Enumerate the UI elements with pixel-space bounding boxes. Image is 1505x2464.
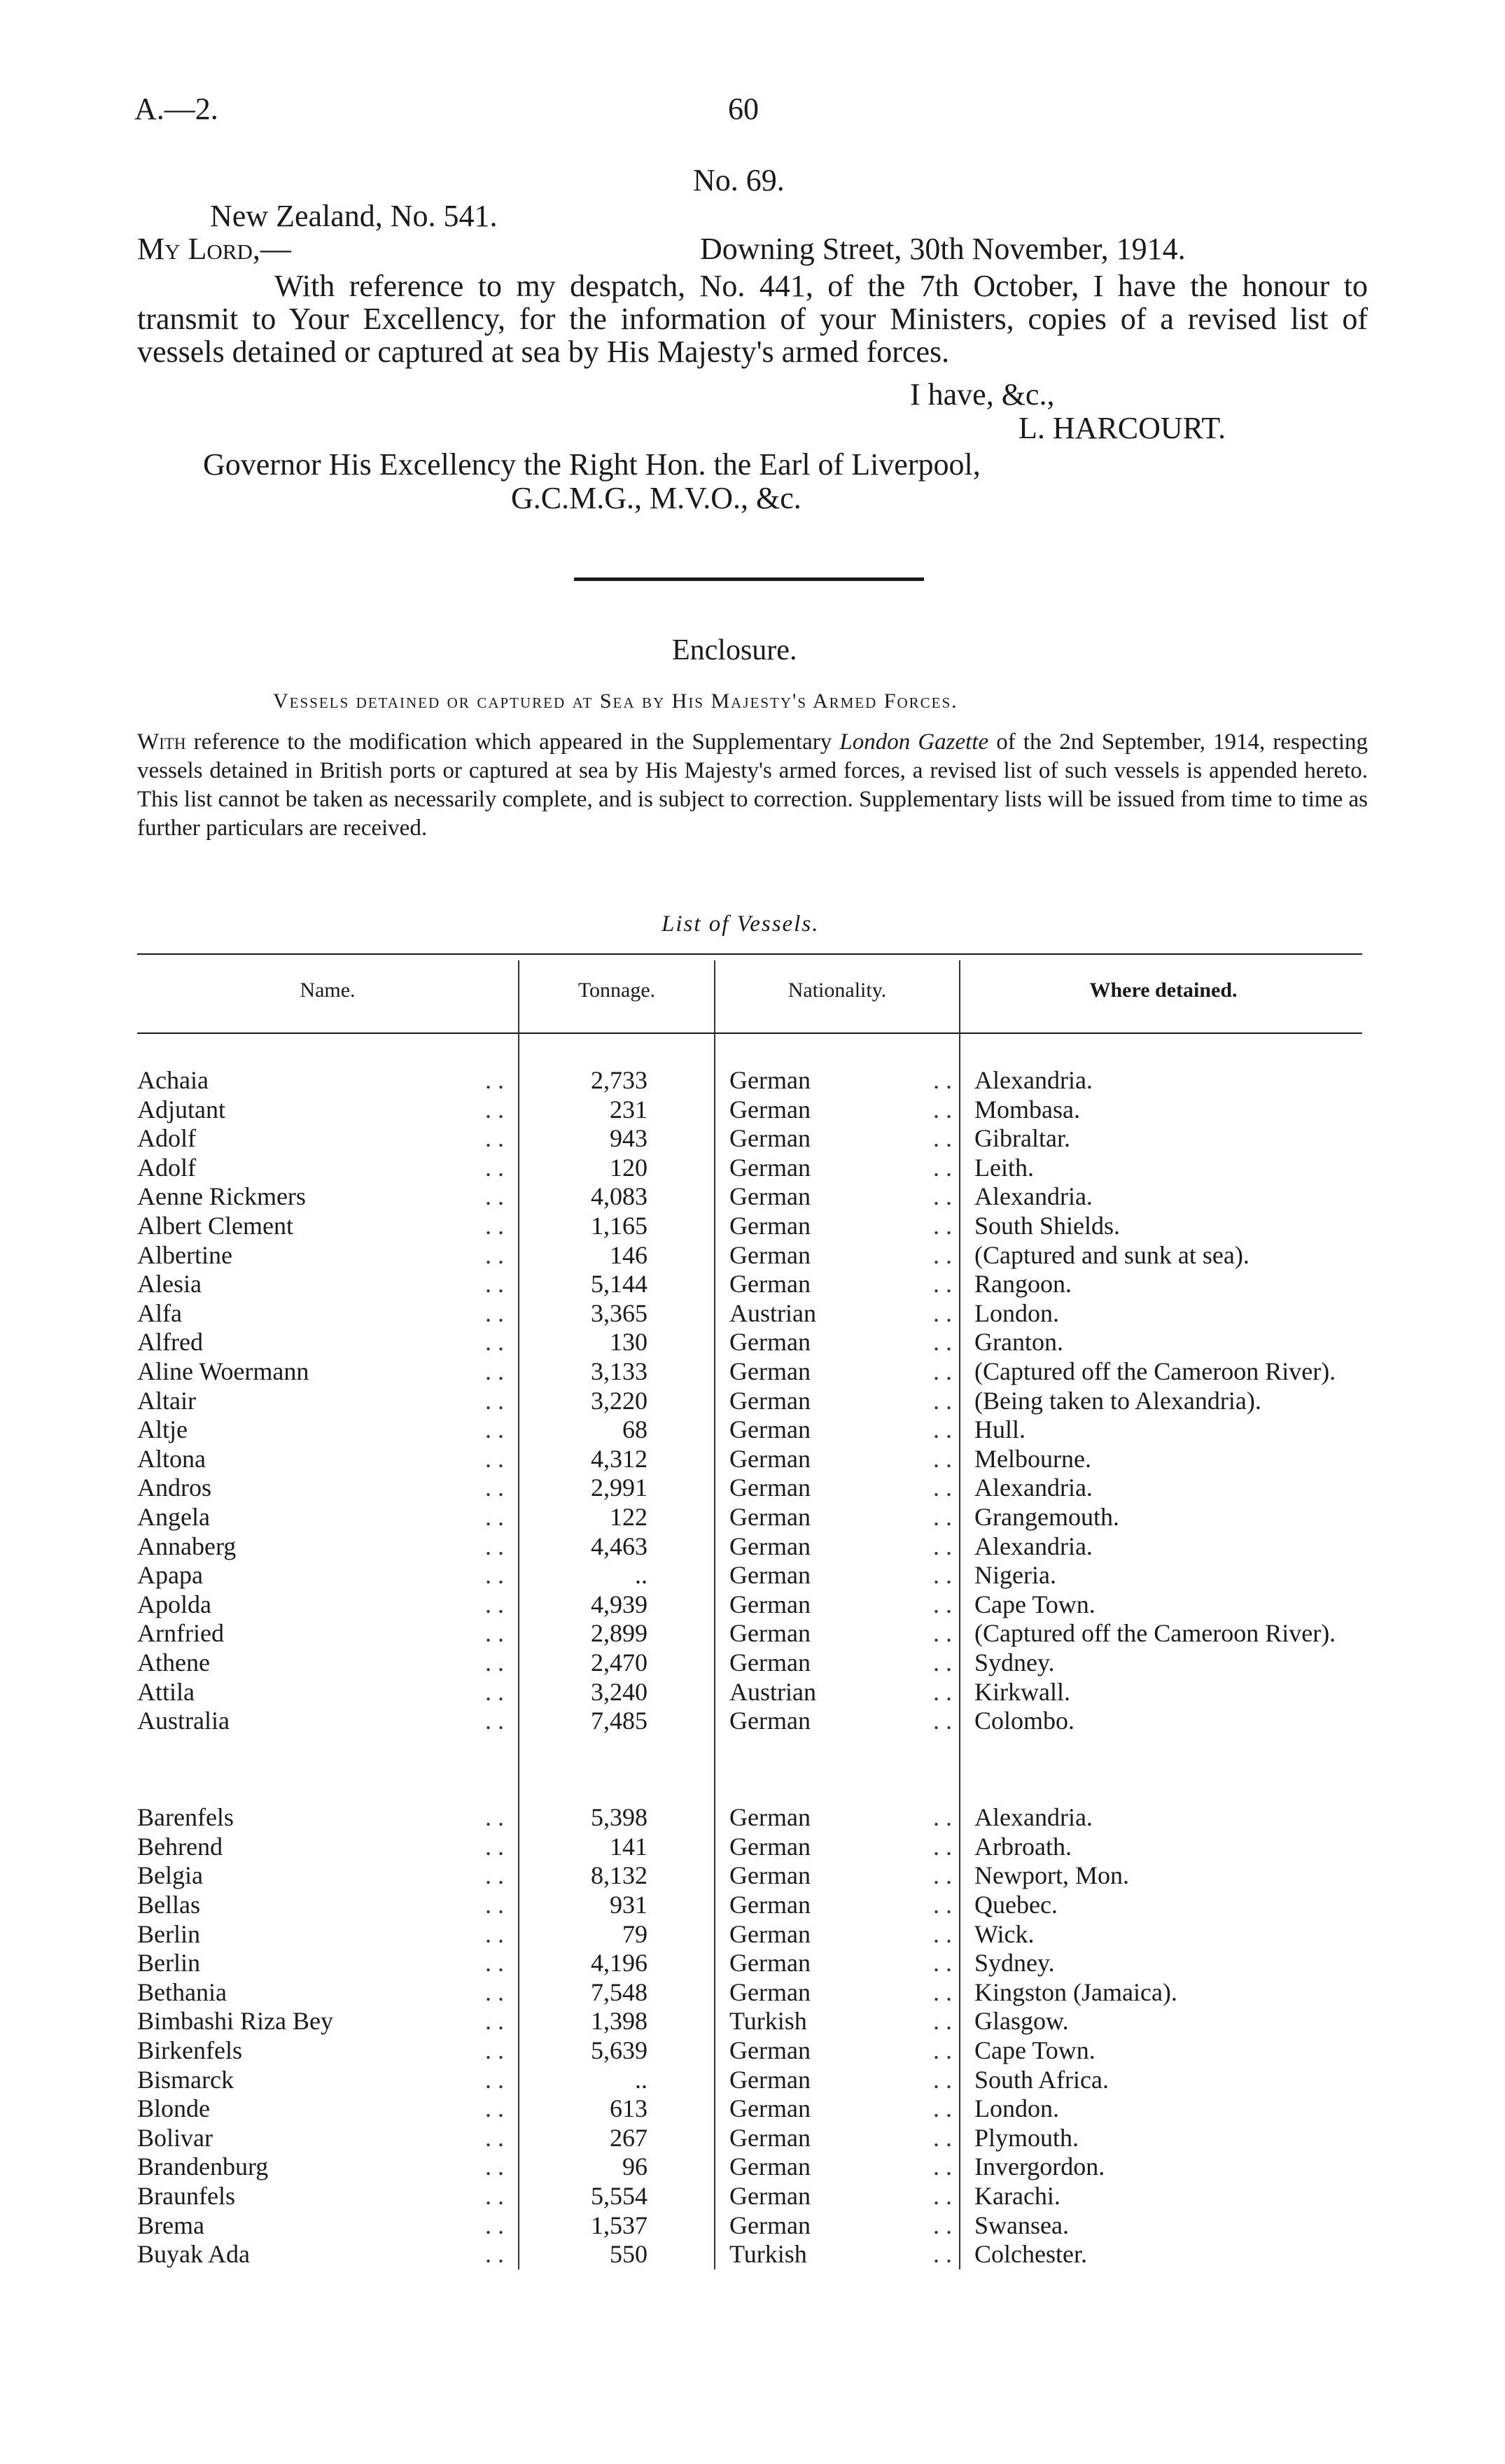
vessel-nationality: German — [729, 1861, 811, 1890]
leader-dots: . . — [933, 2240, 952, 2269]
vessel-name: Berlin — [137, 1919, 200, 1948]
table-header-rule — [137, 1032, 1362, 1034]
enclosure-text-1: reference to the modification which appeared in the Supplementary — [186, 729, 840, 755]
vessel-nationality: Austrian — [729, 1298, 816, 1327]
column-divider-nationality — [959, 960, 960, 2269]
vessel-detained-location: Alexandria. — [974, 1066, 1093, 1094]
vessel-detained-location: (Captured and sunk at sea). — [974, 1240, 1250, 1269]
vessel-detained-location: Granton. — [974, 1328, 1063, 1357]
vessel-name: Annaberg — [137, 1532, 237, 1560]
leader-dots: . . — [485, 1503, 504, 1531]
vessel-name: Aline Woermann — [137, 1357, 309, 1385]
vessel-detained-location: South Africa. — [974, 2065, 1109, 2094]
leader-dots: . . — [933, 2123, 952, 2152]
vessel-name: Bismarck — [137, 2065, 234, 2094]
vessel-nationality: German — [729, 2036, 811, 2064]
leader-dots: . . — [933, 1891, 952, 1919]
vessel-nationality: German — [729, 1240, 811, 1269]
vessel-name: Barenfels — [137, 1803, 234, 1832]
leader-dots: . . — [933, 1949, 952, 1977]
vessel-detained-location: Alexandria. — [974, 1803, 1093, 1832]
despatch-number: No. 69. — [693, 163, 785, 197]
leader-dots: . . — [933, 1415, 952, 1444]
vessel-nationality: German — [729, 2123, 811, 2152]
leader-dots: . . — [485, 1949, 504, 1977]
vessel-tonnage: 5,639 — [591, 2036, 648, 2064]
leader-dots: . . — [485, 1832, 504, 1861]
leader-dots: . . — [485, 1153, 504, 1182]
leader-dots: . . — [485, 1328, 504, 1357]
leader-dots: . . — [933, 2094, 952, 2123]
addressee-line-1: Governor His Excellency the Right Hon. the Earl of Liverpool, — [203, 447, 981, 482]
leader-dots: . . — [933, 1298, 952, 1327]
leader-dots: . . — [933, 1803, 952, 1832]
vessel-name: Alesia — [137, 1270, 202, 1298]
leader-dots: . . — [933, 1212, 952, 1240]
vessel-tonnage: 2,991 — [591, 1474, 648, 1502]
leader-dots: . . — [933, 2152, 952, 2181]
vessel-nationality: German — [729, 1386, 811, 1415]
leader-dots: . . — [485, 2065, 504, 2094]
vessel-detained-location: Invergordon. — [974, 2152, 1105, 2181]
leader-dots: . . — [933, 1328, 952, 1357]
vessel-name: Brandenburg — [137, 2152, 269, 2181]
leader-dots: . . — [485, 2152, 504, 2181]
vessel-nationality: German — [729, 1153, 811, 1182]
leader-dots: . . — [485, 1532, 504, 1560]
leader-dots: . . — [485, 2094, 504, 2123]
leader-dots: . . — [485, 1386, 504, 1415]
vessel-tonnage: 2,470 — [591, 1648, 648, 1676]
leader-dots: . . — [933, 1066, 952, 1094]
vessel-detained-location: South Shields. — [974, 1212, 1121, 1240]
leader-dots: . . — [933, 1503, 952, 1531]
vessel-detained-location: Arbroath. — [974, 1832, 1072, 1861]
vessel-name: Andros — [137, 1474, 211, 1502]
leader-dots: . . — [485, 2036, 504, 2064]
vessel-name: Bellas — [137, 1891, 200, 1919]
vessel-detained-location: Alexandria. — [974, 1182, 1093, 1211]
vessel-tonnage: 120 — [610, 1153, 648, 1182]
leader-dots: . . — [933, 1357, 952, 1385]
vessel-tonnage: 4,939 — [591, 1590, 648, 1618]
vessel-detained-location: London. — [974, 2094, 1059, 2123]
vessel-nationality: German — [729, 1561, 811, 1590]
leader-dots: . . — [485, 2007, 504, 2036]
leader-dots: . . — [933, 1270, 952, 1298]
vessel-tonnage: .. — [635, 2065, 648, 2094]
vessel-tonnage: 5,144 — [591, 1270, 648, 1298]
leader-dots: . . — [933, 1532, 952, 1560]
vessel-tonnage: 146 — [610, 1240, 648, 1269]
vessel-name: Brema — [137, 2211, 204, 2239]
vessel-tonnage: 7,485 — [591, 1707, 648, 1735]
vessel-nationality: Turkish — [729, 2240, 807, 2269]
enclosure-paragraph — [137, 728, 1368, 843]
vessel-detained-location: (Captured off the Cameroon River). — [974, 1619, 1336, 1648]
vessel-detained-location: Wick. — [974, 1919, 1035, 1948]
vessel-tonnage: 931 — [610, 1891, 648, 1919]
vessel-nationality: German — [729, 1474, 811, 1502]
leader-dots: . . — [933, 1386, 952, 1415]
vessel-detained-location: Karachi. — [974, 2182, 1060, 2210]
leader-dots: . . — [933, 2036, 952, 2064]
vessel-tonnage: 3,133 — [591, 1357, 648, 1385]
leader-dots: . . — [485, 1095, 504, 1124]
enclosure-text-2: of the 2nd September, 1914, respecting vessels detained in British ports or captured at sea by His Majesty's armed forces, a revised list of such vessels is appended hereto. This list cannot be taken as necessarily complete, and is subject to correction. Supplementary lists will be issued from time to time as further particulars are received. — [137, 729, 1368, 841]
vessel-tonnage: 550 — [610, 2240, 648, 2269]
vessel-nationality: German — [729, 1949, 811, 1977]
leader-dots: . . — [933, 1977, 952, 2006]
table-caption: List of Vessels. — [662, 911, 820, 937]
vessel-nationality: German — [729, 1415, 811, 1444]
vessel-tonnage: 96 — [622, 2152, 648, 2181]
leader-dots: . . — [933, 1619, 952, 1648]
vessel-name: Adolf — [137, 1153, 196, 1182]
leader-dots: . . — [933, 1444, 952, 1473]
column-divider-tonnage — [714, 960, 715, 2269]
vessel-nationality: German — [729, 1803, 811, 1832]
vessel-detained-location: Kirkwall. — [974, 1677, 1070, 1706]
vessel-detained-location: Leith. — [974, 1153, 1034, 1182]
vessel-tonnage: 267 — [610, 2123, 648, 2152]
leader-dots: . . — [933, 1861, 952, 1890]
vessel-name: Buyak Ada — [137, 2240, 250, 2269]
vessel-detained-location: Nigeria. — [974, 1561, 1056, 1590]
vessel-name: Bimbashi Riza Bey — [137, 2007, 333, 2036]
vessel-nationality: German — [729, 2065, 811, 2094]
vessel-detained-location: Kingston (Jamaica). — [974, 1977, 1177, 2006]
vessel-tonnage: 8,132 — [591, 1861, 648, 1890]
vessel-name: Australia — [137, 1707, 230, 1735]
vessel-tonnage: 5,554 — [591, 2182, 648, 2210]
leader-dots: . . — [933, 1182, 952, 1211]
header-nationality: Nationality. — [788, 979, 887, 1002]
section-divider — [574, 578, 924, 581]
leader-dots: . . — [933, 2182, 952, 2210]
leader-dots: . . — [485, 1619, 504, 1648]
vessel-name: Apapa — [137, 1561, 203, 1590]
vessel-nationality: German — [729, 1619, 811, 1648]
leader-dots: . . — [485, 1444, 504, 1473]
vessel-name: Altje — [137, 1415, 188, 1444]
vessel-detained-location: Colombo. — [974, 1707, 1075, 1735]
enclosure-subtitle: Vessels detained or captured at Sea by His Majesty's Armed Forces. — [273, 690, 958, 713]
vessel-tonnage: 3,220 — [591, 1386, 648, 1415]
leader-dots: . . — [933, 1153, 952, 1182]
leader-dots: . . — [485, 1919, 504, 1948]
leader-dots: . . — [933, 1474, 952, 1502]
vessel-nationality: German — [729, 2182, 811, 2210]
vessel-detained-location: Rangoon. — [974, 1270, 1072, 1298]
vessel-name: Birkenfels — [137, 2036, 242, 2064]
leader-dots: . . — [485, 1298, 504, 1327]
letter-closing: I have, &c., — [910, 377, 1055, 412]
vessel-name: Belgia — [137, 1861, 203, 1890]
vessel-detained-location: Cape Town. — [974, 2036, 1096, 2064]
leader-dots: . . — [485, 1240, 504, 1269]
vessel-nationality: German — [729, 1095, 811, 1124]
vessel-nationality: German — [729, 1328, 811, 1357]
vessel-detained-location: Sydney. — [974, 1949, 1055, 1977]
vessel-tonnage: 3,240 — [591, 1677, 648, 1706]
vessel-tonnage: 5,398 — [591, 1803, 648, 1832]
vessel-nationality: German — [729, 1503, 811, 1531]
leader-dots: . . — [485, 1590, 504, 1618]
vessel-name: Attila — [137, 1677, 195, 1706]
vessel-detained-location: (Being taken to Alexandria). — [974, 1386, 1261, 1415]
vessel-tonnage: 231 — [610, 1095, 648, 1124]
vessel-nationality: German — [729, 2152, 811, 2181]
header-where: Where detained. — [1089, 979, 1238, 1002]
leader-dots: . . — [485, 1415, 504, 1444]
leader-dots: . . — [485, 1182, 504, 1211]
leader-dots: . . — [933, 1677, 952, 1706]
vessel-tonnage: 1,398 — [591, 2007, 648, 2036]
address-date: Downing Street, 30th November, 1914. — [700, 232, 1186, 266]
vessel-nationality: German — [729, 1444, 811, 1473]
enclosure-lead-word: With — [137, 729, 186, 755]
vessel-tonnage: 1,537 — [591, 2211, 648, 2239]
leader-dots: . . — [933, 2211, 952, 2239]
table-top-rule — [137, 953, 1362, 955]
leader-dots: . . — [485, 1124, 504, 1153]
vessel-name: Apolda — [137, 1590, 211, 1618]
vessel-name: Alfa — [137, 1298, 182, 1327]
leader-dots: . . — [485, 2211, 504, 2239]
vessel-detained-location: Plymouth. — [974, 2123, 1079, 2152]
gazette-title: London Gazette — [839, 729, 989, 755]
vessel-tonnage: 122 — [610, 1503, 648, 1531]
leader-dots: . . — [933, 1707, 952, 1735]
vessel-tonnage: 3,365 — [591, 1298, 648, 1327]
vessel-tonnage: 130 — [610, 1328, 648, 1357]
leader-dots: . . — [485, 1803, 504, 1832]
vessel-detained-location: Sydney. — [974, 1648, 1055, 1676]
vessel-detained-location: Glasgow. — [974, 2007, 1069, 2036]
leader-dots: . . — [933, 1124, 952, 1153]
vessel-tonnage: .. — [635, 1561, 648, 1590]
vessel-detained-location: Mombasa. — [974, 1095, 1080, 1124]
vessel-nationality: German — [729, 1977, 811, 2006]
vessel-detained-location: (Captured off the Cameroon River). — [974, 1357, 1336, 1385]
vessel-name: Bolivar — [137, 2123, 213, 2152]
colony-reference: New Zealand, No. 541. — [210, 199, 498, 233]
vessel-detained-location: Swansea. — [974, 2211, 1069, 2239]
leader-dots: . . — [933, 1095, 952, 1124]
vessel-tonnage: 4,463 — [591, 1532, 648, 1560]
vessel-detained-location: London. — [974, 1298, 1059, 1327]
vessel-tonnage: 7,548 — [591, 1977, 648, 2006]
leader-dots: . . — [933, 1832, 952, 1861]
vessel-name: Albert Clement — [137, 1212, 293, 1240]
leader-dots: . . — [485, 2240, 504, 2269]
leader-dots: . . — [933, 1240, 952, 1269]
vessel-name: Achaia — [137, 1066, 209, 1094]
vessel-name: Altona — [137, 1444, 206, 1473]
vessel-nationality: German — [729, 1648, 811, 1676]
signature: L. HARCOURT. — [1018, 411, 1226, 445]
vessel-name: Aenne Rickmers — [137, 1182, 306, 1211]
vessel-tonnage: 943 — [610, 1124, 648, 1153]
vessel-detained-location: Colchester. — [974, 2240, 1087, 2269]
vessel-tonnage: 2,899 — [591, 1619, 648, 1648]
vessel-name: Behrend — [137, 1832, 223, 1861]
vessel-tonnage: 1,165 — [591, 1212, 648, 1240]
vessel-name: Altair — [137, 1386, 196, 1415]
leader-dots: . . — [485, 1977, 504, 2006]
enclosure-title: Enclosure. — [672, 634, 797, 666]
vessel-tonnage: 4,196 — [591, 1949, 648, 1977]
vessel-detained-location: Alexandria. — [974, 1532, 1093, 1560]
vessel-nationality: German — [729, 1357, 811, 1385]
vessel-nationality: German — [729, 1182, 811, 1211]
vessel-nationality: German — [729, 1707, 811, 1735]
header-name: Name. — [300, 979, 356, 1002]
vessel-tonnage: 2,733 — [591, 1066, 648, 1094]
vessel-detained-location: Newport, Mon. — [974, 1861, 1129, 1890]
letter-body: With reference to my despatch, No. 441, of the 7th October, I have the honour to transmit to Your Excellency, for the information of your Ministers, copies of a revised list of vessels detained or captured at sea by His Majesty's armed forces. — [137, 269, 1368, 369]
leader-dots: . . — [485, 1677, 504, 1706]
leader-dots: . . — [485, 2123, 504, 2152]
leader-dots: . . — [485, 2182, 504, 2210]
leader-dots: . . — [485, 1861, 504, 1890]
leader-dots: . . — [485, 1648, 504, 1676]
vessel-tonnage: 613 — [610, 2094, 648, 2123]
leader-dots: . . — [933, 1919, 952, 1948]
leader-dots: . . — [933, 2065, 952, 2094]
vessel-nationality: German — [729, 1590, 811, 1618]
vessel-tonnage: 79 — [622, 1919, 648, 1948]
addressee-line-2: G.C.M.G., M.V.O., &c. — [511, 481, 802, 515]
document-reference: A.—2. — [134, 92, 218, 126]
vessel-nationality: German — [729, 2211, 811, 2239]
vessel-nationality: German — [729, 1270, 811, 1298]
vessel-name: Angela — [137, 1503, 210, 1531]
vessel-name: Adjutant — [137, 1095, 225, 1124]
leader-dots: . . — [485, 1707, 504, 1735]
leader-dots: . . — [933, 2007, 952, 2036]
vessel-tonnage: 4,312 — [591, 1444, 648, 1473]
vessel-name: Athene — [137, 1648, 210, 1676]
page-number: 60 — [728, 92, 759, 126]
vessel-detained-location: Hull. — [974, 1415, 1026, 1444]
vessel-detained-location: Quebec. — [974, 1891, 1058, 1919]
vessel-nationality: German — [729, 1066, 811, 1094]
leader-dots: . . — [485, 1891, 504, 1919]
vessel-tonnage: 68 — [622, 1415, 648, 1444]
vessel-name: Blonde — [137, 2094, 210, 2123]
vessel-detained-location: Gibraltar. — [974, 1124, 1070, 1153]
salutation: My Lord,— — [137, 232, 291, 266]
vessel-detained-location: Grangemouth. — [974, 1503, 1119, 1531]
leader-dots: . . — [933, 1648, 952, 1676]
vessel-nationality: German — [729, 1919, 811, 1948]
vessel-tonnage: 4,083 — [591, 1182, 648, 1211]
column-divider-name — [518, 960, 519, 2269]
vessel-nationality: German — [729, 1891, 811, 1919]
vessel-detained-location: Cape Town. — [974, 1590, 1096, 1618]
vessel-nationality: Austrian — [729, 1677, 816, 1706]
vessel-nationality: German — [729, 1532, 811, 1560]
vessel-nationality: German — [729, 1212, 811, 1240]
vessel-detained-location: Alexandria. — [974, 1474, 1093, 1502]
header-tonnage: Tonnage. — [578, 979, 656, 1002]
leader-dots: . . — [933, 1561, 952, 1590]
vessel-name: Arnfried — [137, 1619, 224, 1648]
vessel-name: Braunfels — [137, 2182, 235, 2210]
vessel-name: Adolf — [137, 1124, 196, 1153]
leader-dots: . . — [485, 1066, 504, 1094]
vessel-name: Albertine — [137, 1240, 232, 1269]
leader-dots: . . — [485, 1357, 504, 1385]
vessel-nationality: German — [729, 1124, 811, 1153]
leader-dots: . . — [485, 1561, 504, 1590]
vessel-name: Bethania — [137, 1977, 227, 2006]
leader-dots: . . — [933, 1590, 952, 1618]
vessel-nationality: German — [729, 2094, 811, 2123]
leader-dots: . . — [485, 1212, 504, 1240]
vessel-detained-location: Melbourne. — [974, 1444, 1091, 1473]
vessel-name: Alfred — [137, 1328, 203, 1357]
vessel-tonnage: 141 — [610, 1832, 648, 1861]
vessel-name: Berlin — [137, 1949, 200, 1977]
leader-dots: . . — [485, 1270, 504, 1298]
vessel-nationality: German — [729, 1832, 811, 1861]
vessel-nationality: Turkish — [729, 2007, 807, 2036]
leader-dots: . . — [485, 1474, 504, 1502]
